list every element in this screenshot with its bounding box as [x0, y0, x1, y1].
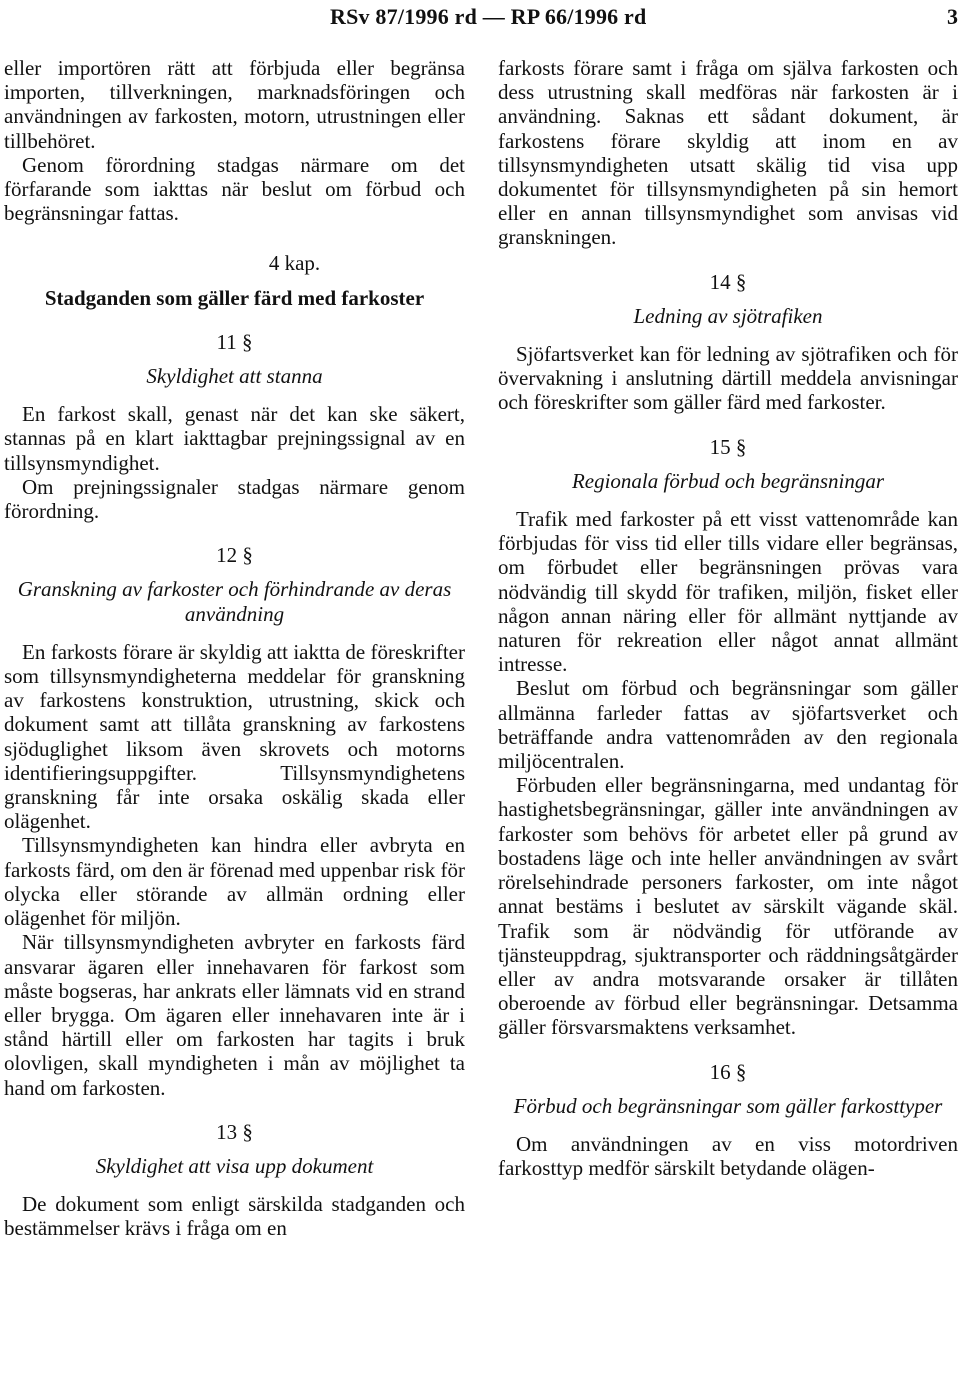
- paragraph: Trafik med farkoster på ett visst vattenområde kan förbjudas för viss tid eller tills vidare eller begränsas, om förbudet eller begränsningen prövas vara nödvändig till skydd för trafiken, miljön, fisket eller någon annan näring eller för allmänt nyttjande av naturen för rekreation eller något annat allmänt intresse.: [498, 507, 958, 677]
- paragraph: Beslut om förbud och begränsningar som gäller allmänna farleder fattas av sjöfartsverket och beträffande andra vattenområden av den regionala miljöcentralen.: [498, 676, 958, 774]
- section-title: Regionala förbud och begränsningar: [571, 468, 885, 493]
- section-number: 15 §: [709, 434, 747, 459]
- paragraph: Förbuden eller begränsningarna, med undantag för hastighetsbegränsningar, gäller inte användningen av farkoster som behövs för arbetet eller på grund av bostadens läge och inte heller användningen av svårt rörelsehindrade personers farkoster, om inte något annat bestäms i beslutet av särskilt vägande skäl. Trafik som är nödvändig för utförande av tjänsteuppdrag, sjuktransporter och räddningsåtgärder eller av andra motsvarande orsaker är tillåten oberoende av förbud eller begränsningar. Detsamma gäller försvarsmaktens verksamhet.: [498, 773, 958, 1040]
- paragraph: Om prejningssignaler stadgas närmare genom förordning.: [4, 474, 465, 524]
- paragraph: eller importören rätt att förbjuda eller begränsa importen, tillverkningen, marknadsföringen och användningen av farkosten, motorn, utrustningen eller tillbehöret.: [4, 56, 465, 153]
- right-column: [498, 56, 958, 1180]
- section-number: 14 §: [709, 269, 747, 294]
- paragraph: En farkost skall, genast när det kan ske säkert, stannas på en klart iakttagbar prejningssignal av en tillsynsmyndighet.: [4, 402, 465, 475]
- paragraph: farkosts förare samt i fråga om själva farkosten och dess utrustning skall medföras när farkosten är i användning. Saknas ett sådant dokument, är farkostens förare skyldig att inom en av tillsynsmyndigheten utsatt skälig tid visa upp dokumentet för tillsynsmyndigheten på sin hemort eller en annan tillsynsmyndighet som anvisas vid granskningen.: [498, 56, 958, 250]
- page-number: 3: [947, 4, 958, 29]
- section-title: Skyldighet att stanna: [146, 364, 323, 389]
- running-head: [330, 4, 960, 30]
- chapter-title: Stadganden som gäller färd med farkoster: [44, 285, 425, 310]
- section-number: 16 §: [709, 1059, 747, 1084]
- paragraph: Om användningen av en viss motordriven farkosttyp medför särskilt betydande olägen-: [498, 1131, 958, 1181]
- section-title: Förbud och begränsningar som gäller farkosttyper: [513, 1093, 943, 1118]
- section-title: Ledning av sjötrafiken: [633, 303, 823, 328]
- section-number: 12 §: [216, 543, 253, 568]
- paragraph: Sjöfartsverket kan för ledning av sjötrafiken och för övervakning i anslutning därtill meddela anvisningar och föreskrifter som gäller färd med farkoster.: [498, 342, 958, 415]
- paragraph: Genom förordning stadgas närmare om det förfarande som iakttas när beslut om förbud och begränsningar fattas.: [4, 152, 465, 226]
- paragraph: Tillsynsmyndigheten kan hindra eller avbryta en farkosts färd, om den är förenad med uppenbar risk för olycka eller störande av allmän ordning eller olägenhet för miljön.: [4, 833, 465, 931]
- running-title: RSv 87/1996 rd — RP 66/1996 rd: [330, 4, 647, 29]
- paragraph: När tillsynsmyndigheten avbryter en farkosts färd ansvarar ägaren eller innehavaren för farkost som måste bogseras, har ankrats eller lämnats vid en strand eller brygga. Om ägaren eller innehavaren inte är i stånd härtill eller om farkosten har tagits i bruk olovligen, skall myndigheten i mån av möjlighet ta hand om farkosten.: [4, 930, 465, 1100]
- paragraph: De dokument som enligt särskilda stadganden och bestämmelser krävs i fråga om en: [4, 1192, 465, 1241]
- chapter-number: 4 kap.: [268, 251, 321, 276]
- section-number: 13 §: [216, 1119, 253, 1144]
- section-title: Skyldighet att visa upp dokument: [95, 1153, 374, 1178]
- left-column: [4, 56, 465, 1241]
- paragraph: En farkosts förare är skyldig att iaktta de föreskrifter som tillsynsmyndigheterna meddelar för granskning av farkostens konstruktion, utrustning, skick och dokument samt att tillåta granskning av farkostens sjöduglighet liksom även skrovets och motorns identifieringsuppgifter. Tillsynsmyndighetens granskning får inte orsaka oskälig skada eller olägenhet.: [4, 639, 465, 834]
- section-number: 11 §: [216, 329, 253, 354]
- section-title: Granskning av farkoster och förhindrande av deras användning: [17, 577, 452, 626]
